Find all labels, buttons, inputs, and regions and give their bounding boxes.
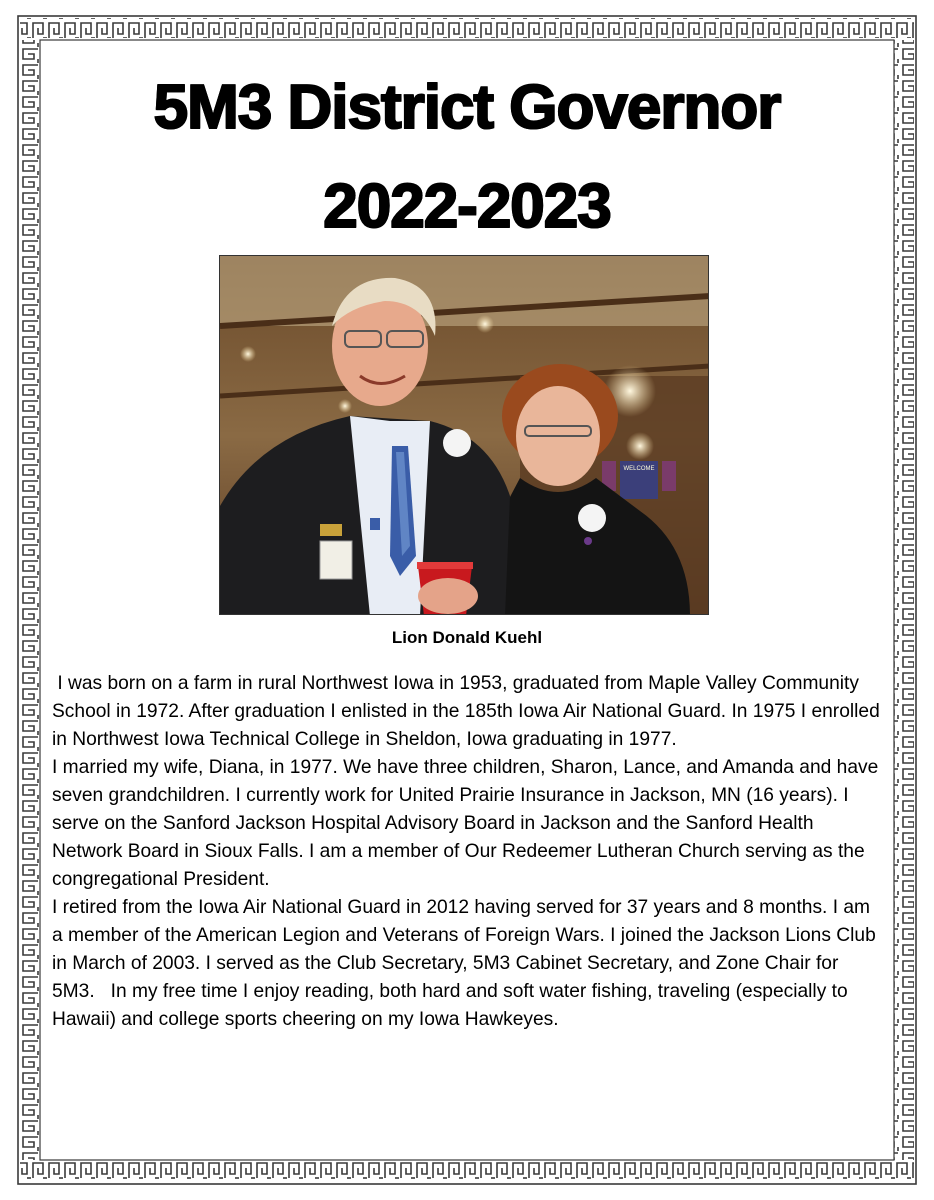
page-title: 5M3 District Governor	[153, 73, 781, 142]
bio-paragraph: I was born on a farm in rural Northwest Iowa in 1953, graduated from Maple Valley Community School in 1972. After graduation I enlisted in the 185th Iowa Air National Guard. In 1975 I enrolled in Northwest Iowa Technical College in Sheldon, Iowa graduating in 1977.	[52, 673, 886, 750]
bio-paragraph: I retired from the Iowa Air National Guard in 2012 having served for 37 years and 8 months. I am a member of the American Legion and Veterans of Foreign Wars. I joined the Jackson Lions Club in March of 2003. I served as the Club Secretary, 5M3 Cabinet Secretary, and Zone Chair for 5M3. In my free time I enjoy reading, both hard and soft water fishing, traveling (especially to Hawaii) and college sports cheering on my Iowa Hawkeyes.	[52, 897, 882, 1030]
portrait-photo	[219, 255, 709, 615]
bio-paragraph: I married my wife, Diana, in 1977. We have three children, Sharon, Lance, and Amanda and have seven grandchildren. I currently work for United Prairie Insurance in Jackson, MN (16 years). I serve on the Sanford Jackson Hospital Advisory Board in Jackson and the Sanford Health Network Board in Sioux Falls. I am a member of Our Redeemer Lutheran Church serving as the congregational President.	[52, 757, 879, 890]
welcome-banner: WELCOME	[623, 466, 655, 472]
biography	[52, 670, 886, 1034]
photo-caption: Lion Donald Kuehl	[391, 628, 543, 647]
term-years: 2022-2023	[323, 172, 611, 241]
